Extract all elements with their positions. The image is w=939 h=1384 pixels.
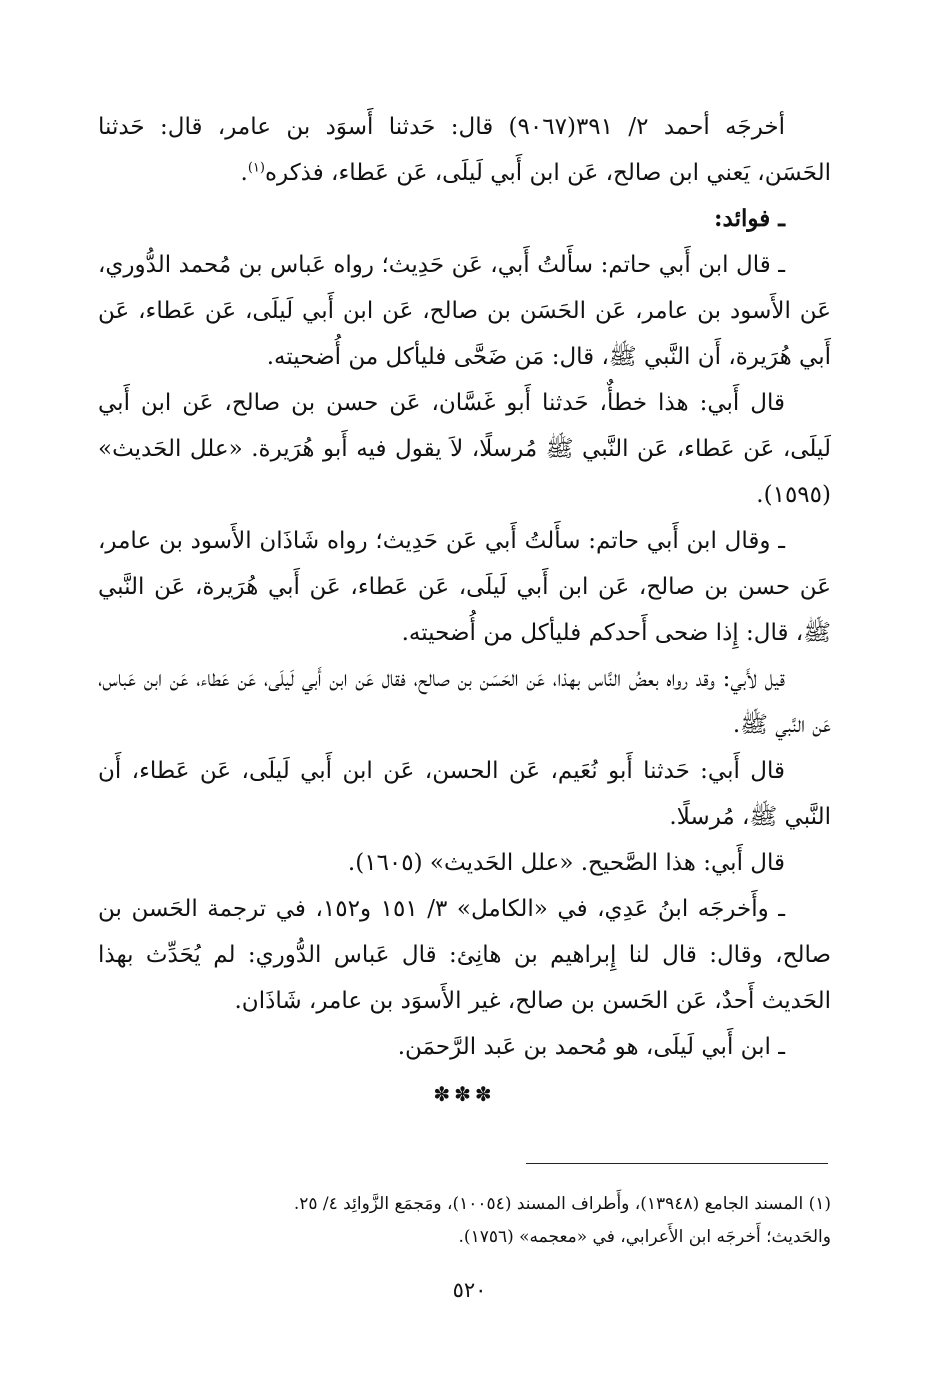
paragraph: قال أَبي: هذا الصَّحيح. «علل الحَديث» (١٦٠٥). <box>347 850 785 876</box>
paragraph-text: أخرجَه أحمد ٢/ ٣٩١(٩٠٦٧) قال: حَدثنا أَسوَد بن عامر، قال: حَدثنا الحَسَن، يَعني ابن صالح، عَن ابن أَبي لَيلَى، عَن عَطاء، فذكره <box>98 114 831 186</box>
paragraph: قال أَبي: حَدثنا أَبو نُعَيم، عَن الحسن، عَن ابن أَبي لَيلَى، عَن عَطاء، أَن النَّبي ﷺ، مُرسلًا. <box>98 758 831 830</box>
paragraph: ـ قال ابن أَبي حاتم: سأَلتُ أَبي، عَن حَدِيث؛ رواه عَباس بن مُحمد الدُّوري، عَن الأَسود بن عامر، عَن الحَسَن بن صالح، عَن ابن أَبي لَيلَى، عَن عَطاء، عَن أَبي هُرَيرة، أَن النَّبي ﷺ، قال: مَن ضَحَّى فليأكل من أُضحيته. <box>98 252 831 370</box>
paragraph-takhrij <box>98 104 831 196</box>
footnote-1-continued: والحَديث؛ أَخرجَه ابن الأَعرابي، في «معجمه» (١٧٥٦). <box>458 1227 831 1247</box>
sentence-end: . <box>240 160 248 186</box>
footnotes <box>170 1188 831 1254</box>
paragraph: ـ وقال ابن أَبي حاتم: سأَلتُ أَبي عَن حَدِيث؛ رواه شَاذَان الأَسود بن عامر، عَن حسن بن صالح، عَن ابن أَبي لَيلَى، عَن عَطاء، عَن أَبي هُرَيرة، عَن النَّبي ﷺ، قال: إِذا ضحى أَحدكم فليأكل من أُضحيته. <box>98 528 831 646</box>
paragraph: قيل لأَبي: وقد رواه بعضُ النَّاس بهذا، عَن الحَسَن بن صالح، فقال عَن ابن أَبي لَيلَى، عَن عَطاء، عَن ابن عَباس، عَن النَّبي ﷺ. <box>98 666 831 738</box>
paragraph: ـ وأَخرجَه ابنُ عَدِي، في «الكامل» ٣/ ١٥١ و١٥٢، في ترجمة الحَسن بن صالح، وقال: قال لنا إِبراهيم بن هانِئ: قال عَباس الدُّوري: لم يُحَدِّث بهذا الحَديث أَحدٌ، عَن الحَسن بن صالح، غير الأَسوَد بن عامر، شَاذَان. <box>98 896 831 1014</box>
paragraph: ـ ابن أَبي لَيلَى، هو مُحمد بن عَبد الرَّحمَن. <box>397 1034 785 1060</box>
footnote-1: (١) المسند الجامع (١٣٩٤٨)، وأَطراف المسند (١٠٠٥٤)، ومَجمَع الزَّوائِد ٤/ ٢٥. <box>293 1194 831 1214</box>
section-separator: ✽✽✽ <box>433 1082 496 1106</box>
footnote-marker: (١) <box>247 160 265 176</box>
page-number: ٥٢٠ <box>452 1278 487 1302</box>
main-text <box>98 104 831 1116</box>
footnote-divider <box>526 1163 828 1164</box>
section-heading: ـ فوائد: <box>714 205 785 232</box>
paragraph: قال أَبي: هذا خطأٌ، حَدثنا أَبو غَسَّان، عَن حسن بن صالح، عَن ابن أَبي لَيلَى، عَن عَطاء، عَن النَّبي ﷺ مُرسلًا، لاَ يقول فيه أَبو هُرَيرة. «علل الحَديث» (١٥٩٥). <box>98 390 831 508</box>
